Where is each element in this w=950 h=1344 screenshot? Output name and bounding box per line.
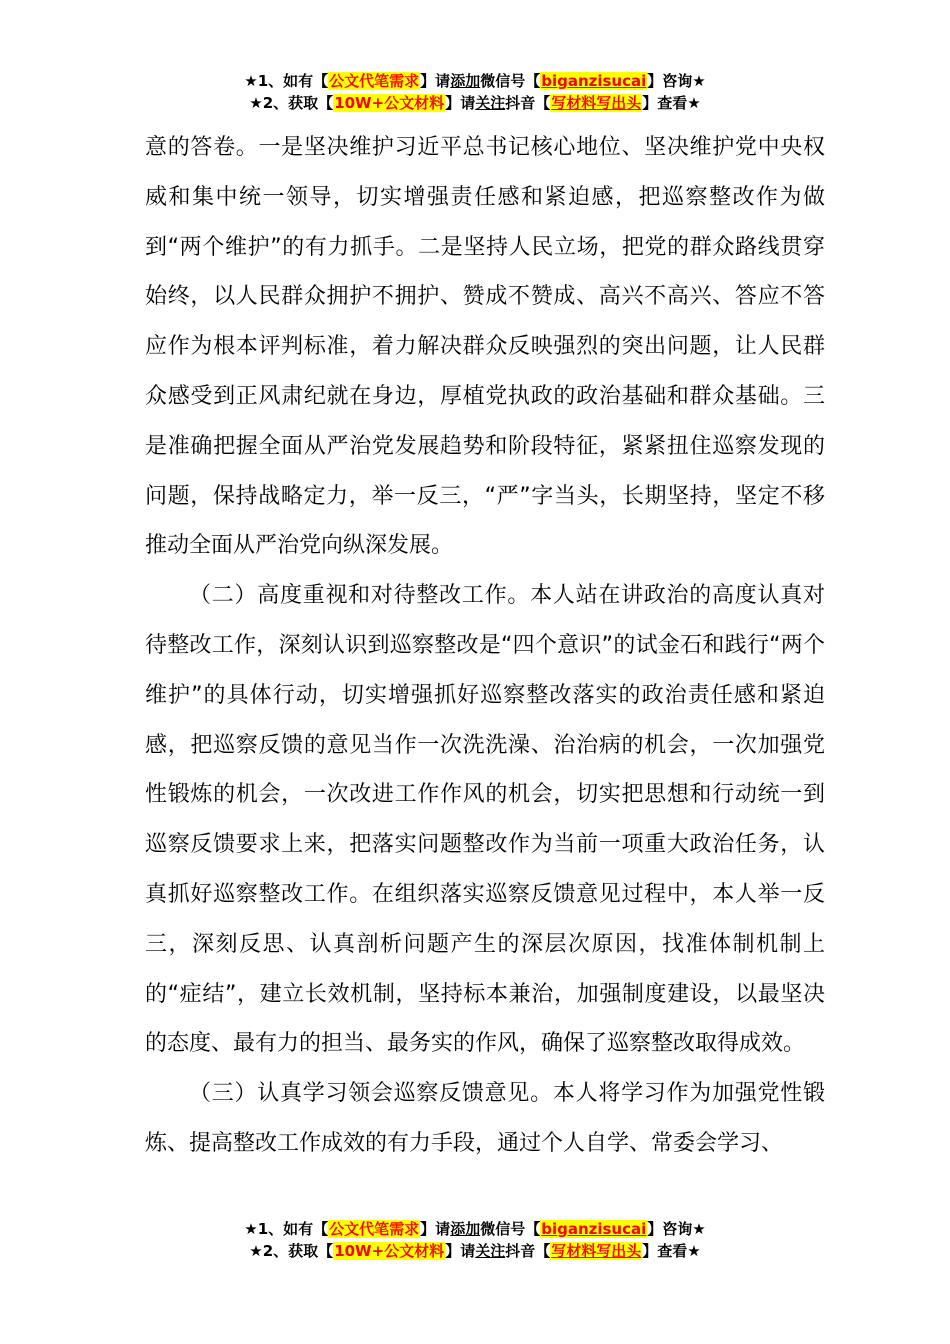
body-paragraph-3: （三）认真学习领会巡察反馈意见。本人将学习作为加强党性锻炼、提高整改工作成效的有力手段，通过个人自学、常委会学习、	[145, 1081, 825, 1156]
promo-text: ★1、如有【	[244, 1220, 329, 1238]
promo-text: 抖音【	[505, 94, 551, 112]
document-body	[145, 123, 825, 1169]
promo-highlight-material: 10W+公文材料	[334, 1242, 445, 1260]
promo-text: 微信号【	[480, 72, 541, 90]
promo-banner-bottom	[0, 1218, 950, 1262]
promo-line-1	[0, 70, 950, 92]
body-paragraph-1: 意的答卷。一是坚决维护习近平总书记核心地位、坚决维护党中央权威和集中统一领导，切实增强责任感和紧迫感，把巡察整改作为做到“两个维护”的有力抓手。二是坚持人民立场，把党的群众路线贯穿始终，以人民群众拥护不拥护、赞成不赞成、高兴不高兴、答应不答应作为根本评判标准，着力解决群众反映强烈的突出问题，让人民群众感受到正风肃纪就在身边，厚植党执政的政治基础和群众基础。三是准确把握全面从严治党发展趋势和阶段特征，紧紧扭住巡察发现的问题，保持战略定力，举一反三，“严”字当头，长期坚持，坚定不移推动全面从严治党向纵深发展。	[145, 135, 825, 559]
promo-text: 】请	[445, 1242, 476, 1260]
promo-wechat-id: biganzisucai	[541, 72, 647, 90]
promo-text: 】查看★	[642, 94, 701, 112]
promo-line-2	[0, 1240, 950, 1262]
body-paragraph-2: （二）高度重视和对待整改工作。本人站在讲政治的高度认真对待整改工作，深刻认识到巡察整改是“四个意识”的试金石和践行“两个维护”的具体行动，切实增强抓好巡察整改落实的政治责任感和紧迫感，把巡察反馈的意见当作一次洗洗澡、治治病的机会，一次加强党性锻炼的机会，一次改进工作作风的机会，切实把思想和行动统一到巡察反馈要求上来，把落实问题整改作为当前一项重大政治任务，认真抓好巡察整改工作。在组织落实巡察反馈意见过程中，本人举一反三，深刻反思、认真剖析问题产生的深层次原因，找准体制机制上的“症结”，建立长效机制，坚持标本兼治，加强制度建设，以最坚决的态度、最有力的担当、最务实的作风，确保了巡察整改取得成效。	[145, 583, 825, 1057]
promo-line-1	[0, 1218, 950, 1240]
promo-banner-top	[0, 70, 950, 114]
promo-text: 】请	[445, 94, 476, 112]
promo-highlight-material: 10W+公文材料	[334, 94, 445, 112]
promo-text: 】咨询★	[647, 1220, 706, 1238]
promo-text: ★2、获取【	[249, 1242, 334, 1260]
promo-text-follow: 关注	[475, 94, 506, 112]
promo-text: ★2、获取【	[249, 94, 334, 112]
promo-text: 】请	[420, 72, 451, 90]
promo-text: ★1、如有【	[244, 72, 329, 90]
promo-highlight-need: 公文代笔需求	[329, 1220, 420, 1238]
promo-text: 抖音【	[505, 1242, 551, 1260]
promo-douyin-name: 写材料写出头	[551, 1242, 642, 1260]
promo-text: 微信号【	[480, 1220, 541, 1238]
promo-wechat-id: biganzisucai	[541, 1220, 647, 1238]
promo-douyin-name: 写材料写出头	[551, 94, 642, 112]
promo-text: 】请	[420, 1220, 451, 1238]
promo-line-2	[0, 92, 950, 114]
promo-text-add: 添加	[450, 1220, 481, 1238]
promo-text-follow: 关注	[475, 1242, 506, 1260]
promo-text: 】查看★	[642, 1242, 701, 1260]
promo-text-add: 添加	[450, 72, 481, 90]
promo-highlight-need: 公文代笔需求	[329, 72, 420, 90]
promo-text: 】咨询★	[647, 72, 706, 90]
